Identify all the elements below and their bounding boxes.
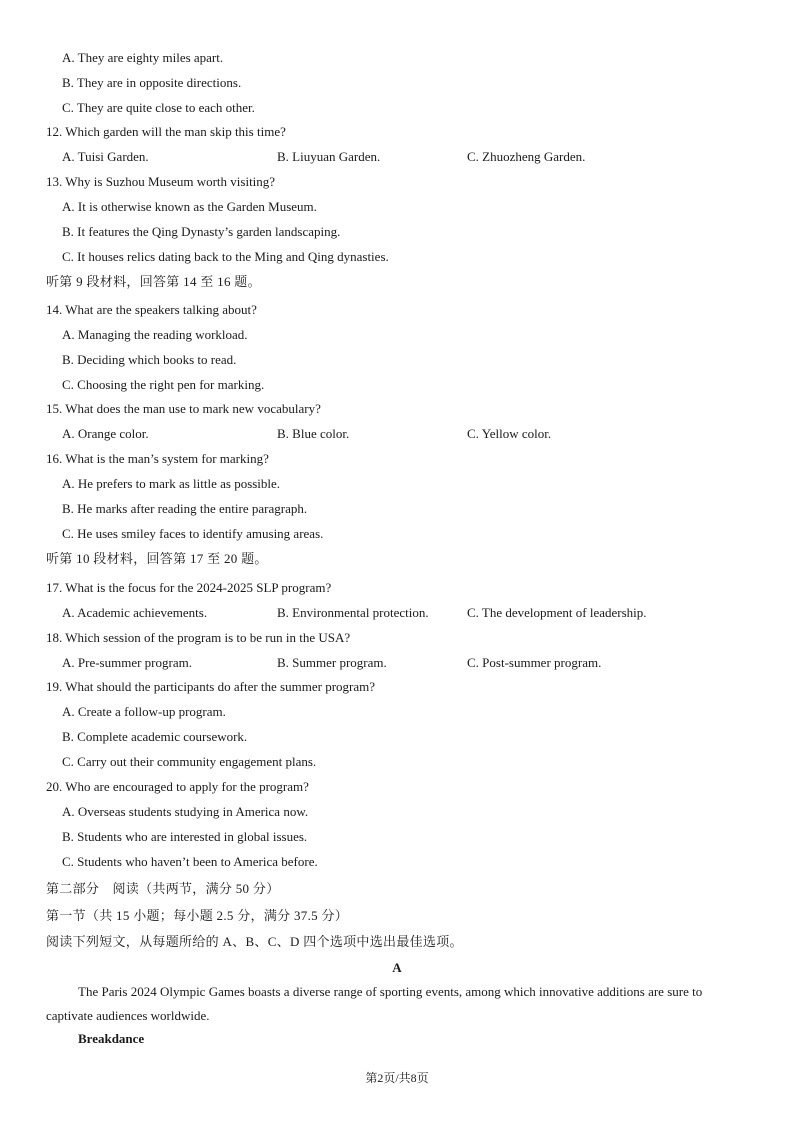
q12-question: 12. Which garden will the man skip this time? (46, 124, 286, 139)
q12-option-b: B. Liuyuan Garden. (277, 149, 381, 164)
q17-question: 17. What is the focus for the 2024-2025 SLP program? (46, 580, 332, 595)
q13-option-b: B. It features the Qing Dynasty’s garden landscaping. (62, 224, 341, 239)
q11-option-a: A. They are eighty miles apart. (62, 50, 224, 65)
instruction-material-9: 听第 9 段材料，回答第 14 至 16 题。 (46, 274, 261, 289)
page-number: 第2页/共8页 (365, 1071, 429, 1085)
q15-question: 15. What does the man use to mark new vocabulary? (46, 401, 321, 416)
q14-option-a: A. Managing the reading workload. (62, 327, 248, 342)
q11-option-c: C. They are quite close to each other. (62, 100, 255, 115)
q15-option-a: A. Orange color. (62, 426, 149, 441)
q20-option-a: A. Overseas students studying in America now. (62, 804, 309, 819)
q16-option-c: C. He uses smiley faces to identify amusing areas. (62, 526, 324, 541)
q17-option-c: C. The development of leadership. (467, 605, 647, 620)
reading-instruction: 阅读下列短文，从每题所给的 A、B、C、D 四个选项中选出最佳选项。 (46, 934, 463, 949)
passage-title: A (392, 960, 402, 975)
q19-option-c: C. Carry out their community engagement plans. (62, 754, 317, 769)
q11-option-b: B. They are in opposite directions. (62, 75, 242, 90)
q15-option-c: C. Yellow color. (467, 426, 552, 441)
q18-question: 18. Which session of the program is to be run in the USA? (46, 630, 351, 645)
part-two-heading: 第二部分 阅读（共两节，满分 50 分） (46, 881, 280, 896)
q20-option-b: B. Students who are interested in global issues. (62, 829, 308, 844)
q18-option-c: C. Post-summer program. (467, 655, 602, 670)
section-one-heading: 第一节（共 15 小题；每小题 2.5 分，满分 37.5 分） (46, 908, 349, 923)
q16-question: 16. What is the man’s system for marking? (46, 451, 269, 466)
passage-paragraph: The Paris 2024 Olympic Games boasts a diverse range of sporting events, among which innovative additions are sure to captivate audiences worldwide. (46, 984, 703, 1023)
q12-option-a: A. Tuisi Garden. (62, 149, 149, 164)
q19-option-a: A. Create a follow-up program. (62, 704, 226, 719)
q14-option-b: B. Deciding which books to read. (62, 352, 237, 367)
q13-option-a: A. It is otherwise known as the Garden Museum. (62, 199, 317, 214)
q16-option-a: A. He prefers to mark as little as possible. (62, 476, 281, 491)
q17-option-a: A. Academic achievements. (62, 605, 208, 620)
q13-option-c: C. It houses relics dating back to the Ming and Qing dynasties. (62, 249, 389, 264)
q19-option-b: B. Complete academic coursework. (62, 729, 248, 744)
q19-question: 19. What should the participants do after the summer program? (46, 679, 375, 694)
q18-option-b: B. Summer program. (277, 655, 387, 670)
q14-option-c: C. Choosing the right pen for marking. (62, 377, 265, 392)
instruction-material-10: 听第 10 段材料，回答第 17 至 20 题。 (46, 551, 268, 566)
q18-option-a: A. Pre-summer program. (62, 655, 192, 670)
q13-question: 13. Why is Suzhou Museum worth visiting? (46, 174, 276, 189)
q12-option-c: C. Zhuozheng Garden. (467, 149, 586, 164)
q14-question: 14. What are the speakers talking about? (46, 302, 257, 317)
q15-option-b: B. Blue color. (277, 426, 350, 441)
q16-option-b: B. He marks after reading the entire paragraph. (62, 501, 308, 516)
q20-option-c: C. Students who haven’t been to America before. (62, 854, 318, 869)
q20-question: 20. Who are encouraged to apply for the program? (46, 779, 309, 794)
q17-option-b: B. Environmental protection. (277, 605, 429, 620)
passage-subheading: Breakdance (78, 1031, 145, 1046)
